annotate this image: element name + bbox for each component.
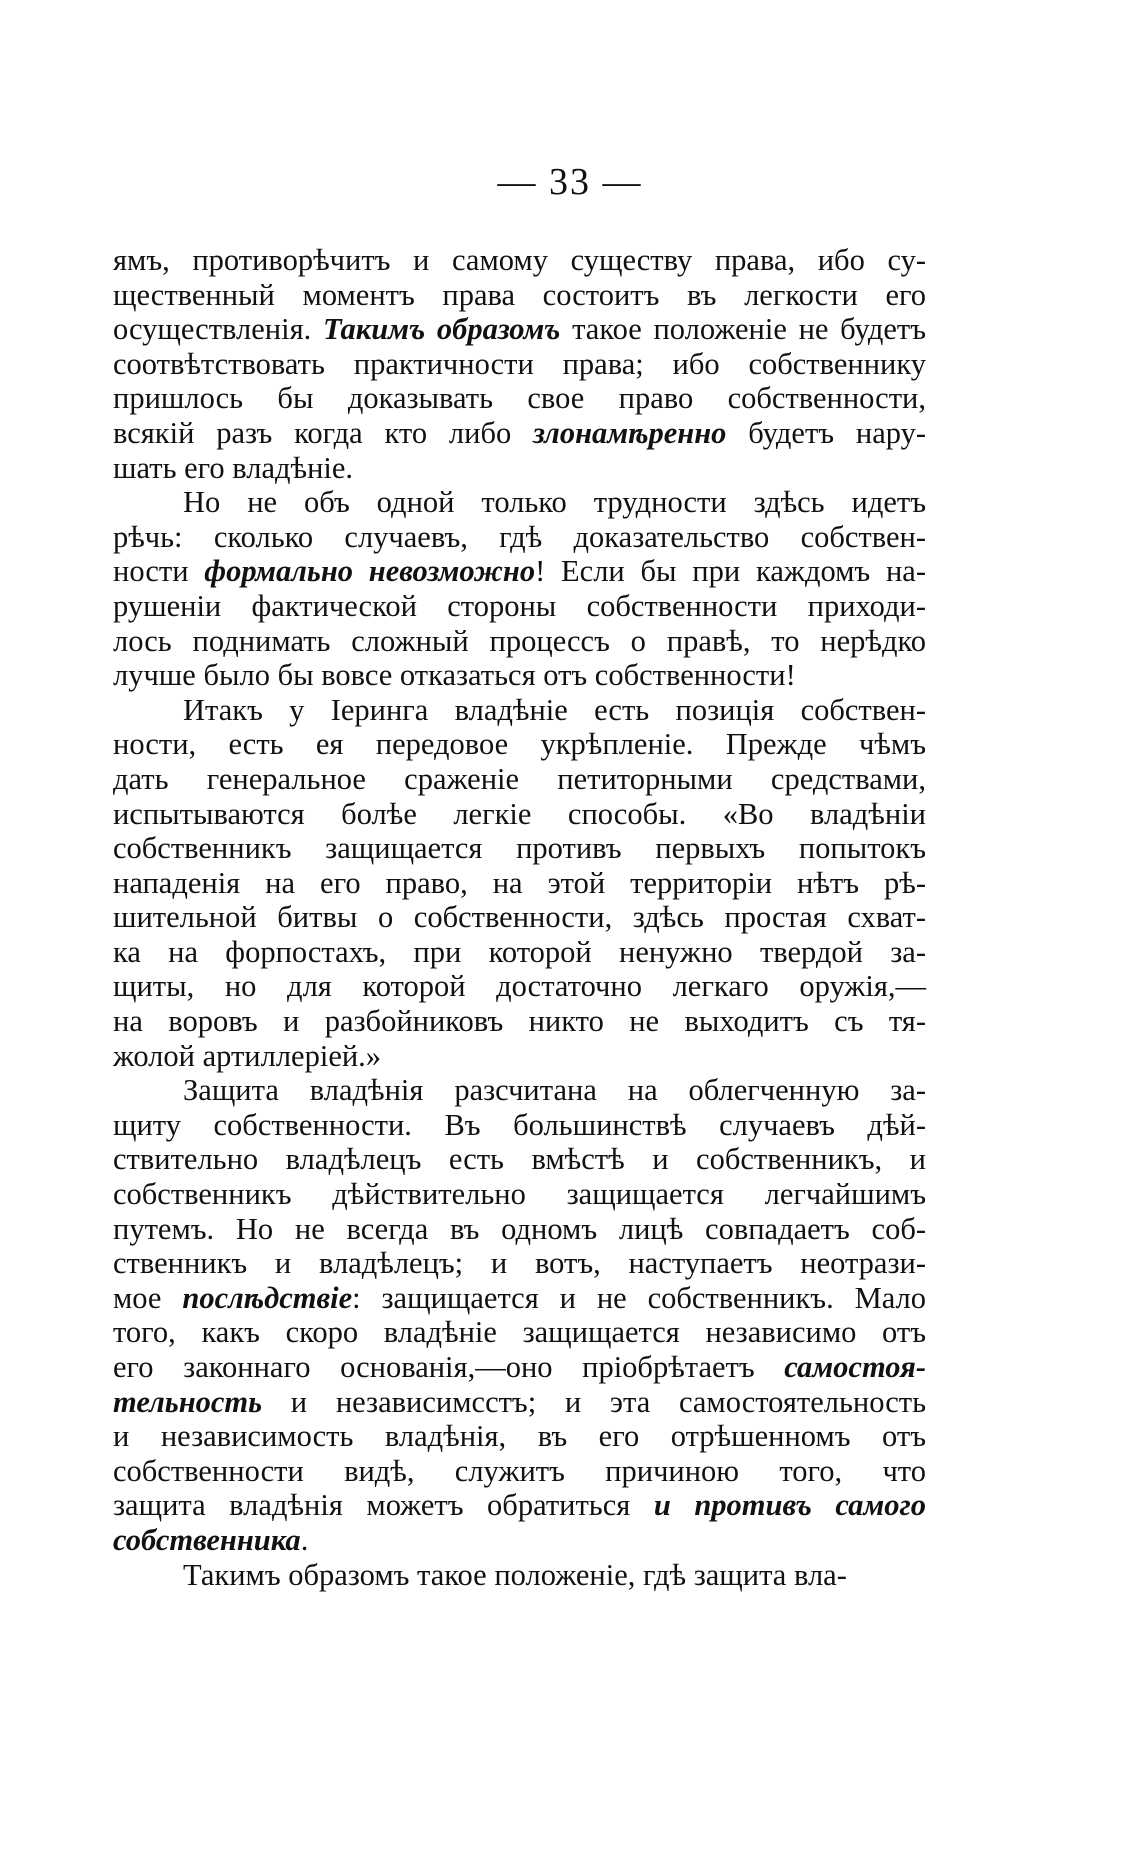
text-line [113, 1315, 926, 1350]
text-segment: шительной битвы о собственности, здѣсь простая схват- [113, 900, 926, 935]
text-line [113, 935, 926, 970]
text-line [113, 243, 926, 278]
text-segment: : защищается и не собственникъ. Мало [352, 1280, 926, 1315]
text-segment: собственникъ защищается противъ первыхъ попытокъ [113, 831, 926, 866]
italic-emphasis: тельность [113, 1384, 263, 1419]
text-segment: жолой артиллеріей.» [113, 1038, 382, 1073]
text-line [113, 727, 926, 762]
text-line [113, 1142, 926, 1177]
text-line [113, 278, 926, 313]
text-line [113, 969, 926, 1004]
text-segment: Но не объ одной только трудности здѣсь идетъ [183, 485, 926, 520]
text-segment: щественный моментъ права состоитъ въ легкости его [113, 277, 926, 312]
text-line [113, 1212, 926, 1247]
text-line [113, 1281, 926, 1316]
text-segment: Такимъ образомъ такое положеніе, гдѣ защита вла- [183, 1557, 847, 1592]
text-line [113, 900, 926, 935]
text-line [113, 1108, 926, 1143]
italic-emphasis: Такимъ образомъ [322, 312, 561, 347]
italic-emphasis: злонамѣренно [533, 415, 727, 450]
text-line [113, 658, 926, 693]
text-line [113, 1039, 926, 1074]
text-segment: путемъ. Но не всегда въ одномъ лицѣ совпадаетъ соб- [113, 1211, 926, 1246]
text-line [113, 347, 926, 382]
text-segment: щиты, но для которой достаточно легкаго оружія,— [113, 969, 926, 1004]
text-segment: собственникъ дѣйствительно защищается легчайшимъ [113, 1177, 926, 1212]
italic-emphasis: самостоя- [784, 1350, 926, 1384]
text-line [113, 416, 926, 451]
text-line [113, 589, 926, 624]
text-segment: рушеніи фактической стороны собственности приходи- [113, 588, 926, 623]
text-segment: ности [113, 554, 205, 589]
text-segment: защита владѣнія можетъ обратиться [113, 1488, 654, 1523]
text-segment: соотвѣтствовать практичности права; ибо собственнику [113, 346, 926, 381]
text-segment: всякій разъ когда кто либо [113, 415, 534, 450]
text-segment: осуществленія. [113, 312, 323, 347]
text-line [113, 451, 926, 486]
text-line [113, 1073, 926, 1108]
text-segment: и независимость владѣнія, въ его отрѣшенномъ отъ [113, 1419, 926, 1454]
text-segment: пришлось бы доказывать свое право собственности, [113, 381, 926, 416]
text-segment: рѣчь: сколько случаевъ, гдѣ доказательство собствен- [113, 519, 926, 554]
text-line [113, 624, 926, 659]
italic-emphasis: формально невозможно [204, 554, 536, 589]
text-segment: мое [113, 1280, 183, 1315]
text-line [113, 1246, 926, 1281]
page-number: — 33 — [497, 161, 643, 203]
text-line [113, 1488, 926, 1523]
text-segment: шать его владѣніе. [113, 450, 354, 485]
text-segment: Защита владѣнія разсчитана на облегченную за- [183, 1073, 926, 1108]
text-segment: дать генеральное сраженіе петиторными средствами, [113, 761, 926, 796]
text-segment: испытываются болѣе легкіе способы. «Во владѣніи [113, 796, 926, 831]
text-line [113, 381, 926, 416]
text-line [113, 1454, 926, 1489]
text-segment: такое положеніе не будетъ [560, 312, 927, 347]
text-segment: будетъ нару- [726, 415, 926, 450]
text-segment: ственникъ и владѣлецъ; и вотъ, наступаетъ неотрази- [113, 1246, 926, 1281]
text-segment: . [300, 1522, 309, 1557]
text-segment: лучше было бы вовсе отказаться отъ собственности! [113, 658, 796, 693]
text-segment: ! Если бы при каждомъ на- [535, 554, 926, 589]
text-line [113, 762, 926, 797]
text-segment: ности, есть ея передовое укрѣпленіе. Прежде чѣмъ [113, 727, 926, 762]
text-line [113, 797, 926, 832]
text-segment: ямъ, противорѣчитъ и самому существу права, ибо су- [113, 243, 926, 277]
text-line [113, 693, 926, 728]
text-line [113, 1523, 926, 1558]
italic-emphasis: и противъ самого [653, 1488, 926, 1523]
italic-emphasis: послѣдствіе [182, 1280, 353, 1315]
text-line [113, 866, 926, 901]
text-segment: ствительно владѣлецъ есть вмѣстѣ и собственникъ, и [113, 1142, 926, 1177]
text-line [113, 1350, 926, 1385]
body-text [113, 243, 926, 1592]
text-line [113, 831, 926, 866]
text-segment: собственности видѣ, служитъ причиною того, что [113, 1453, 926, 1488]
text-line [113, 1177, 926, 1212]
text-line [113, 554, 926, 589]
text-segment: Итакъ у Іеринга владѣніе есть позиція собствен- [183, 692, 926, 727]
text-line [113, 1419, 926, 1454]
text-segment: ка на форпостахъ, при которой ненужно твердой за- [113, 934, 926, 969]
text-line [113, 520, 926, 555]
text-line [113, 1385, 926, 1420]
text-segment: щиту собственности. Въ большинствѣ случаевъ дѣй- [113, 1107, 926, 1142]
text-line [113, 485, 926, 520]
text-segment: нападенія на его право, на этой территоріи нѣтъ рѣ- [113, 865, 926, 900]
text-line [113, 1004, 926, 1039]
text-segment: и независимсстъ; и эта самостоятельность [262, 1384, 926, 1419]
text-line [113, 312, 926, 347]
text-segment: его законнаго основанія,—оно пріобрѣтаетъ [113, 1350, 785, 1384]
text-segment: на воровъ и разбойниковъ никто не выходитъ съ тя- [113, 1004, 926, 1039]
text-segment: того, какъ скоро владѣніе защищается независимо отъ [113, 1315, 926, 1350]
text-segment: лось поднимать сложный процессъ о правѣ, то нерѣдко [113, 623, 926, 658]
italic-emphasis: собственника [113, 1522, 301, 1557]
text-line [113, 1558, 926, 1593]
